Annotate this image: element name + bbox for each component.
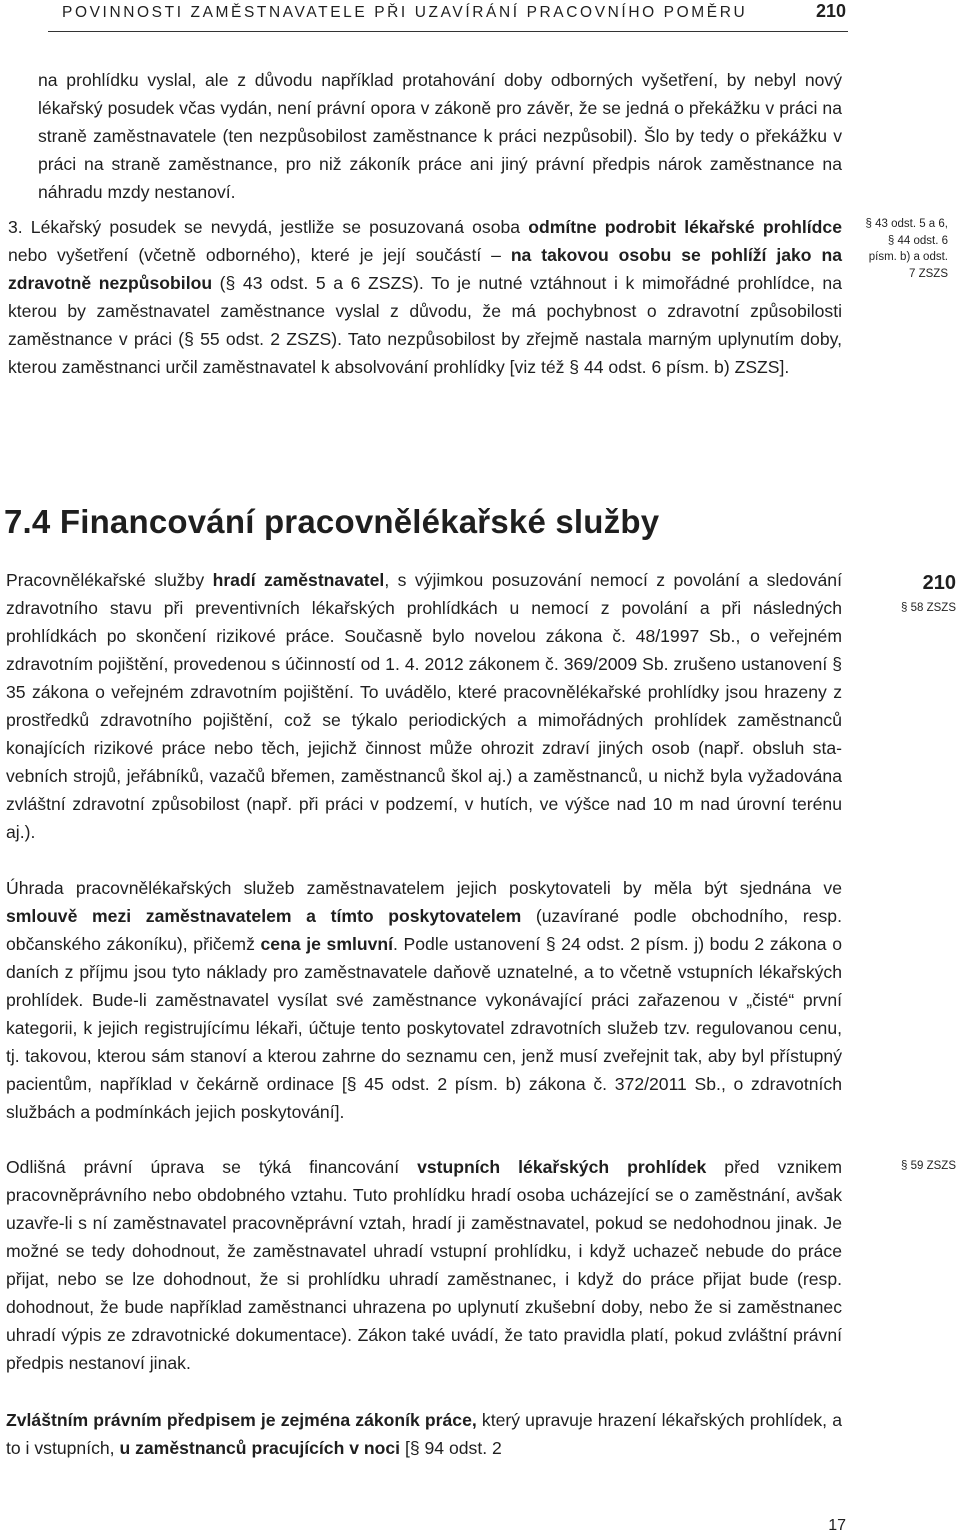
- entry-bold: vstupních lékařských prohlídek: [417, 1157, 707, 1177]
- paragraph-financing: [6, 566, 842, 846]
- payment-text-c: . Podle ustanovení § 24 odst. 2 písm. j) bodu 2 zákona o daních z příjmu jsou tyto náklady pro zaměstnavatele daňově uznatelné, a to včetně vstupních lékařských prohlídek. Bude-li zaměstnavatel vysílat své zaměstnance vykonávající práci zařazenou v „čisté“ první kategorii, k jejich registrujícímu lékaři, účtuje tento poskytovatel zdravotních služeb tzv. regulovanou cenu, tj. takovou, kterou sám stanoví a kterou zahrne do seznamu cen, jenž musí zveřejnit tak, aby byl přístupný pacientům, například v čekárně ordinace [§ 45 odst. 2 písm. b) zákona č. 372/2011 Sb., o zdravotních službách a podmínkách jejich poskytování].: [6, 934, 842, 1122]
- header-rule: [48, 31, 848, 32]
- paragraph-special-law: [6, 1406, 842, 1462]
- paragraph-item-3: [8, 213, 842, 381]
- margin-note-43: § 43 odst. 5 a 6, § 44 odst. 6 písm. b) a odst. 7 ZSZS: [865, 218, 948, 280]
- item3-bold-b: na takovou osobu se pohlíží jako na zdravotně nezpůsobilou: [8, 245, 842, 293]
- payment-bold-a: smlouvě mezi zaměstnavatelem a tímto poskytovatelem: [6, 906, 522, 926]
- running-header: [0, 0, 960, 36]
- special-text-b: [§ 94 odst. 2: [400, 1438, 502, 1458]
- entry-text-b: před vznikem pracovněprávního nebo obdobného vztahu. Tuto prohlídku hradí osoba ucházející se o zaměstnání, avšak uzavře-li s ní zaměstnavatel pracovněprávní vztah, hradí ji zaměstnavatel, pokud se nedohodnou jinak. Je možné se tedy dohodnout, že zaměstnavatel uhradí vstupní prohlídku, i když uchazeč nebude do práce přijat, nebo se lze dohodnout, že si prohlídku uhradí zaměstnanec, i když do práce přijat bude (resp. dohodnout, že bude například zaměstnanci uhrazena po uplynutí zkušební doby, nebo že si zaměstnanec uhradí výpis ze zdravotnické dokumentace). Zákon také uvádí, že tato pravidla platí, pokud zvláštní právní předpis nestanoví jinak.: [6, 1157, 842, 1373]
- margin-note-number: 210: [922, 572, 956, 594]
- paragraph-entry-exams: [6, 1153, 842, 1377]
- payment-text-b: (uzavírané podle obchodního, resp. občanského zákoníku), přičemž: [6, 906, 842, 954]
- payment-bold-b: cena je smluvní: [260, 934, 394, 954]
- margin-note-59: § 59 ZSZS: [901, 1160, 956, 1172]
- financing-bold: hradí zaměstnavatel: [212, 570, 385, 590]
- running-head-number: 210: [815, 1, 846, 21]
- section-heading: 7.4 Financování pracovnělékařské služby: [4, 503, 660, 540]
- margin-note-58: § 58 ZSZS: [901, 602, 956, 614]
- special-text-a: který upravuje hrazení lékařských prohlídek, a to i vstupních,: [6, 1410, 842, 1458]
- paragraph-intro-text: na prohlídku vyslal, ale z důvodu například protahování doby odborných vyšetření, by nebyl nový lékařský posudek včas vydán, není právní opora v zákoně pro závěr, že se jedná o překážku v práci na straně zaměstnavatele (ten nezpůsobilost zaměstnance k práci nezpůsobil). Šlo by tedy o překážku v práci na straně zaměstnance, pro niž zákoník práce ani jiný právní předpis nárok zaměstnance na náhradu mzdy nestanoví.: [38, 70, 842, 202]
- item3-text-b: nebo vyšetření (včetně odborného), které je její součástí –: [8, 245, 511, 265]
- financing-text-a: Pracovnělékařské služby: [6, 570, 213, 590]
- page-number: 17: [828, 1517, 846, 1534]
- paragraph-intro: [38, 66, 842, 206]
- financing-text-b: , s výjimkou posuzování nemocí z povolání a sledování zdravotního stavu při preventivních lékařských prohlídkách u nemocí z povolání a při následných prohlídkách po skončení rizikové práce. Současně bylo novelou zákona č. 48/1997 Sb., o veřejném zdravotním pojištění, provedenou s účinností od 1. 4. 2012 zákonem č. 369/2009 Sb. zrušeno ustanovení § 35 zákona o veřejném zdravotním pojištění. To uvádělo, které pracovnělékařské prohlídky jsou hrazeny z prostředků zdravotního pojištění, což se týkalo periodických a mimořádných prohlídek zaměstnanců konajících rizikové práce nebo těch, jejichž činnost může ohrozit zdraví jiných osob (např. obsluh stavebních strojů, jeřábníků, vazačů břemen, zaměstnanců škol aj.) a zaměstnanců, u nichž byla vyžadována zvláštní zdravotní způsobilost (např. při práci v podzemí, v hutích, ve výšce nad 10 m nad úrovní terénu aj.).: [6, 570, 842, 842]
- item3-text-a: 3. Lékařský posudek se nevydá, jestliže se posuzovaná osoba: [8, 217, 529, 237]
- special-bold-a: Zvláštním právním předpisem je zejména zákoník práce,: [6, 1410, 477, 1430]
- special-bold-b: u zaměstnanců pracujících v noci: [119, 1438, 401, 1458]
- running-head-title: POVINNOSTI ZAMĚSTNAVATELE PŘI UZAVÍRÁNÍ PRACOVNÍHO POMĚRU: [62, 4, 748, 21]
- entry-text-a: Odlišná právní úprava se týká financování: [6, 1157, 418, 1177]
- item3-bold-a: odmítne podrobit lékařské prohlídce: [528, 217, 842, 237]
- paragraph-payment: [6, 874, 842, 1126]
- item3-text-c: (§ 43 odst. 5 a 6 ZSZS). To je nutné vztáhnout i k mimořádné prohlídce, na kterou by zaměstnavatel zaměstnance vyslal z důvodu, že má pochybnost o zdravotní způsobilosti zaměstnance v práci (§ 55 odst. 2 ZSZS). Tato nezpůsobilost by zřejmě nastala marným uplynutím doby, kterou zaměstnanci určil zaměstnavatel k absolvování prohlídky [viz též § 44 odst. 6 písm. b) ZSZS].: [8, 273, 843, 377]
- payment-text-a: Úhrada pracovnělékařských služeb zaměstnavatelem jejich poskytovateli by měla být sjednána ve: [6, 878, 842, 898]
